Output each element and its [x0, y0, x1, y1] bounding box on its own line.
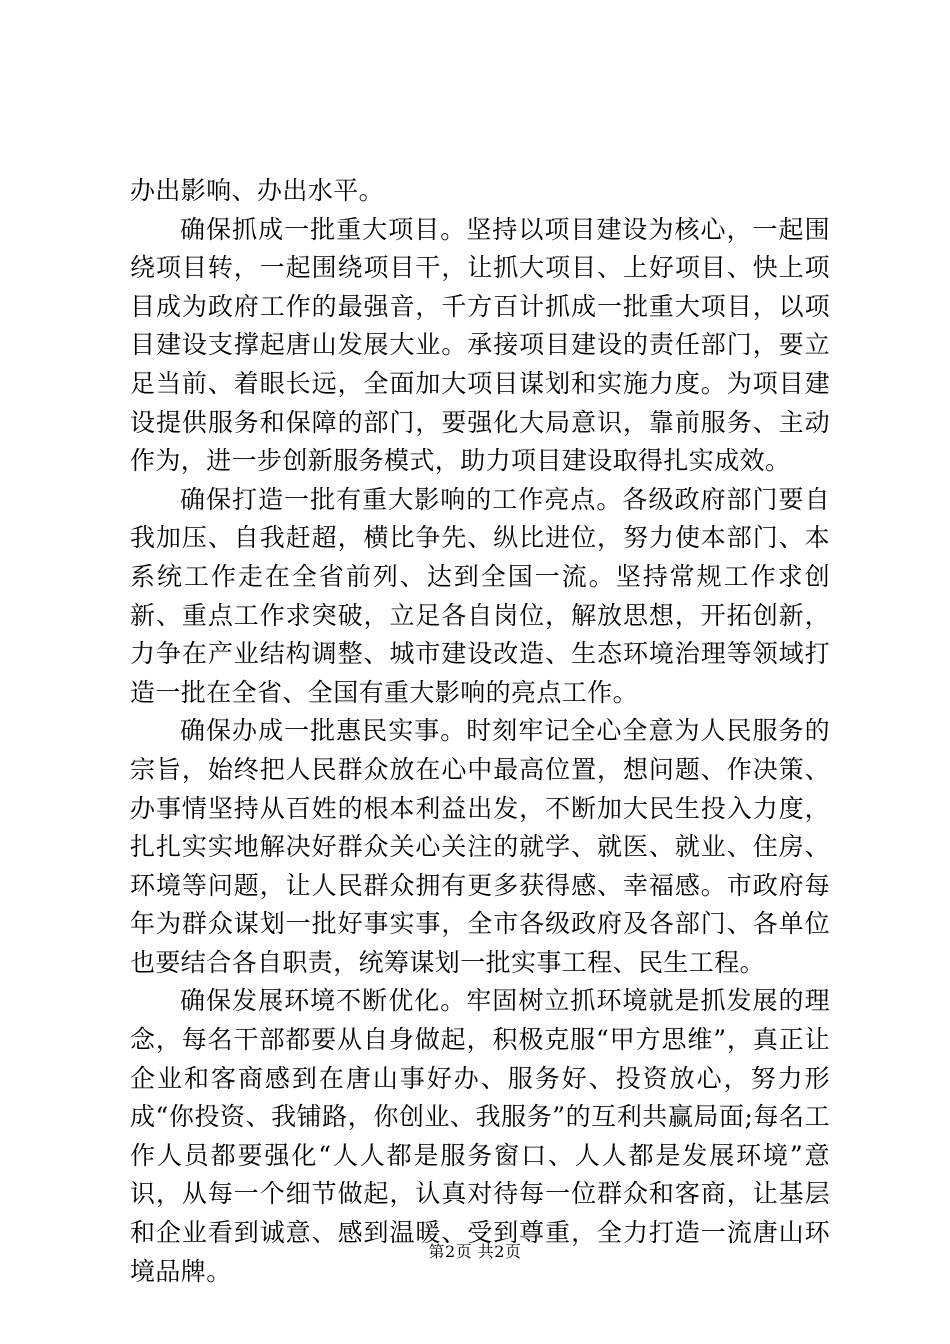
paragraph-work-highlights: 确保打造一批有重大影响的工作亮点。各级政府部门要自我加压、自我赶超，横比争先、纵比进位，努力使本部门、本系统工作走在全省前列、达到全国一流。坚持常规工作求创新、重点工作求突破，立足各自岗位，解放思想，开拓创新，力争在产业结构调整、城市建设改造、生态环境治理等领域打造一批在全省、全国有重大影响的亮点工作。	[130, 484, 830, 707]
document-body	[130, 172, 830, 1291]
paragraph-livelihood-projects: 确保办成一批惠民实事。时刻牢记全心全意为人民服务的宗旨，始终把人民群众放在心中最高位置，想问题、作决策、办事情坚持从百姓的根本利益出发，不断加大民生投入力度，扎扎实实地解决好群众关心关注的就学、就医、就业、住房、环境等问题，让人民群众拥有更多获得感、幸福感。市政府每年为群众谋划一批好事实事，全市各级政府及各部门、各单位也要结合各自职责，统筹谋划一批实事工程、民生工程。	[130, 716, 830, 977]
page-number-footer: 第2页 共2页	[428, 1242, 522, 1261]
paragraph-development-environment: 确保发展环境不断优化。牢固树立抓环境就是抓发展的理念，每名干部都要从自身做起，积极克服“甲方思维”，真正让企业和客商感到在唐山事好办、服务好、投资放心，努力形成“你投资、我铺路，你创业、我服务”的互利共赢局面;每名工作人员都要强化“人人都是服务窗口、人人都是发展环境”意识，从每一个细节做起，认真对待每一位群众和客商，让基层和企业看到诚意、感到温暖、受到尊重，全力打造一流唐山环境品牌。	[130, 986, 830, 1286]
paragraph-major-projects: 确保抓成一批重大项目。坚持以项目建设为核心，一起围绕项目转，一起围绕项目干，让抓大项目、上好项目、快上项目成为政府工作的最强音，千方百计抓成一批重大项目，以项目建设支撑起唐山发展大业。承接项目建设的责任部门，要立足当前、着眼长远，全面加大项目谋划和实施力度。为项目建设提供服务和保障的部门，要强化大局意识，靠前服务、主动作为，进一步创新服务模式，助力项目建设取得扎实成效。	[130, 214, 830, 476]
paragraph-continuation: 办出影响、办出水平。	[130, 176, 385, 205]
